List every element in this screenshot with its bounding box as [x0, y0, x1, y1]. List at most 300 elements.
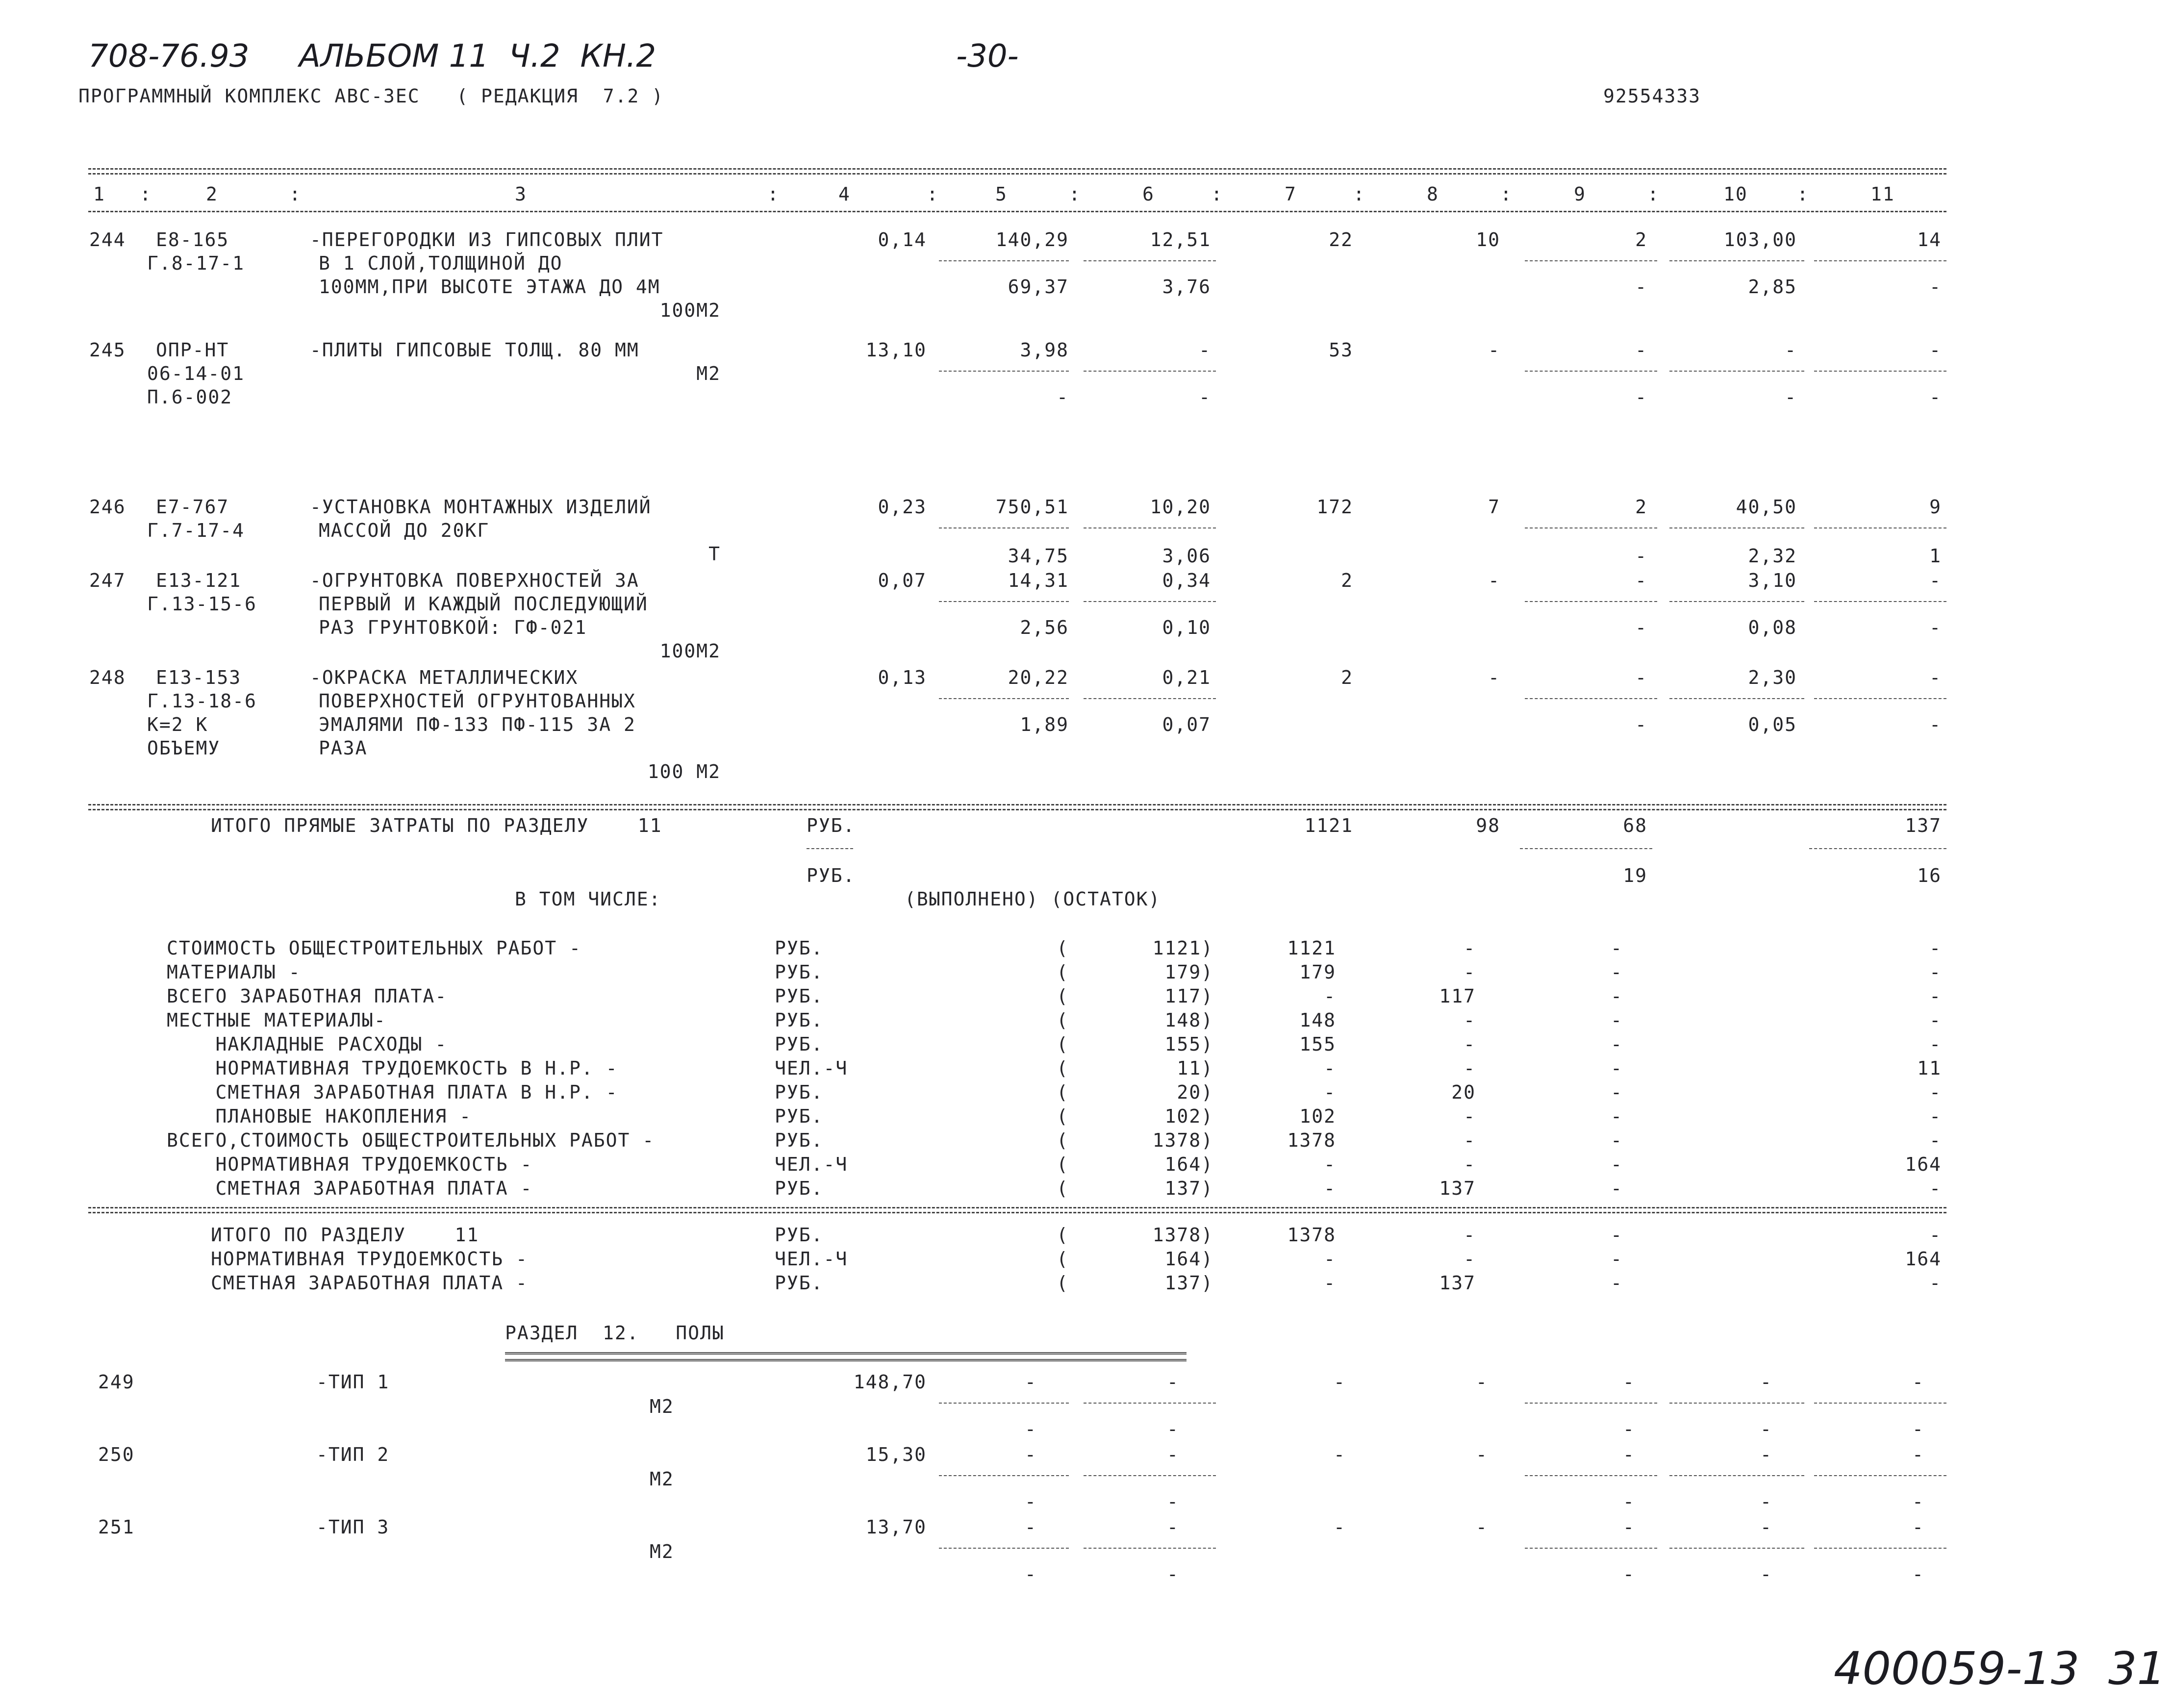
item-unit: 100М2 [659, 640, 721, 662]
summary-cost: 179 [1299, 961, 1336, 983]
item-total-cost: 2 [1341, 570, 1353, 591]
section-total-machine: - [1611, 1272, 1623, 1294]
direct-costs-machine: 68 [1623, 815, 1647, 836]
summary-labor: - [1929, 985, 1942, 1007]
floor-item-dash-sub: - [1623, 1491, 1635, 1512]
item-labor-total: - [1929, 339, 1942, 361]
header-top-rule-2 [88, 173, 1946, 175]
section-total-label: ИТОГО ПО РАЗДЕЛУ 11 [211, 1224, 480, 1246]
floor-subvalue-rule [1669, 1475, 1804, 1476]
summary-unit: РУБ. [775, 1009, 824, 1031]
column-separator: : [1211, 183, 1223, 205]
summary-label: СМЕТНАЯ ЗАРАБОТНАЯ ПЛАТА - [167, 1178, 533, 1199]
subvalue-rule [1669, 601, 1804, 602]
item-labor-rate: 103,00 [1723, 229, 1797, 251]
item-machine-sub: - [1635, 714, 1647, 735]
summary-open-paren: ( [1057, 1154, 1069, 1175]
item-description: ПОВЕРХНОСТЕЙ ОГРУНТОВАННЫХ [319, 690, 636, 712]
floor-subvalue-rule [1084, 1475, 1216, 1476]
summary-labor: - [1929, 1178, 1942, 1199]
column-separator: : [1797, 183, 1809, 205]
floor-item-number: 250 [98, 1444, 135, 1465]
floor-item-dash: - [1476, 1444, 1488, 1465]
direct-costs-wage: 98 [1476, 815, 1500, 836]
item-description: -ОКРАСКА МЕТАЛЛИЧЕСКИХ [310, 667, 579, 688]
floor-item-dash: - [1912, 1516, 1924, 1538]
section-total-wage: - [1464, 1224, 1476, 1246]
floor-item-dash: - [1623, 1516, 1635, 1538]
direct-costs-unit: РУБ. [807, 815, 856, 836]
summary-open-paren: ( [1057, 937, 1069, 959]
floor-item-dash-sub: - [1167, 1491, 1179, 1512]
floor-item-dash: - [1167, 1516, 1179, 1538]
floor-item-dash: - [1912, 1371, 1924, 1393]
summary-value: 179) [1164, 961, 1213, 983]
item-total-wage: - [1488, 339, 1500, 361]
summary-machine: - [1611, 1033, 1623, 1055]
item-machine-cost: - [1635, 667, 1647, 688]
item-labor-total: 9 [1929, 496, 1942, 518]
handwritten-page-number: -30- [956, 38, 1019, 75]
item-labor-rate: 40,50 [1736, 496, 1797, 518]
subvalue-rule [807, 848, 853, 849]
including-label: В ТОМ ЧИСЛЕ: [515, 888, 661, 910]
column-separator: : [1500, 183, 1513, 205]
floor-item-dash: - [1476, 1516, 1488, 1538]
subvalue-rule [1525, 260, 1657, 261]
item-labor-rate-sub: 0,08 [1748, 617, 1797, 638]
column-separator: : [1353, 183, 1365, 205]
section-total-cost: 1378 [1287, 1224, 1336, 1246]
summary-cost: 148 [1299, 1009, 1336, 1031]
floor-item-unit: М2 [650, 1468, 674, 1490]
summary-open-paren: ( [1057, 1178, 1069, 1199]
item-description: ЭМАЛЯМИ ПФ-133 ПФ-115 ЗА 2 [319, 714, 636, 735]
summary-machine: - [1611, 1130, 1623, 1151]
item-quantity: 0,14 [878, 229, 927, 251]
item-code: Г.8-17-1 [147, 252, 245, 274]
summary-labor: - [1929, 1081, 1942, 1103]
summary-open-paren: ( [1057, 985, 1069, 1007]
item-unit-cost-sub: 1,89 [1020, 714, 1069, 735]
item-unit-wage-sub: 0,07 [1162, 714, 1211, 735]
summary-cost: - [1324, 985, 1336, 1007]
summary-cost: 1121 [1287, 937, 1336, 959]
column-header-9: 9 [1574, 183, 1586, 205]
section-total-rule-2 [88, 809, 1946, 810]
summary-labor: 11 [1917, 1057, 1942, 1079]
item-quantity: 13,10 [865, 339, 927, 361]
summary-unit: РУБ. [775, 1130, 824, 1151]
floor-item-dash: - [1025, 1444, 1037, 1465]
item-labor-rate-sub: 2,32 [1748, 545, 1797, 567]
item-code: Е7-767 [156, 496, 229, 518]
item-unit: 100М2 [659, 300, 721, 321]
item-unit: 100 М2 [647, 761, 721, 782]
summary-unit: РУБ. [775, 1081, 824, 1103]
summary-unit: РУБ. [775, 961, 824, 983]
item-description: РАЗ ГРУНТОВКОЙ: ГФ-021 [319, 617, 587, 638]
summary-labor: - [1929, 961, 1942, 983]
item-total-wage: - [1488, 570, 1500, 591]
summary-label: НАКЛАДНЫЕ РАСХОДЫ - [167, 1033, 448, 1055]
floor-item-dash: - [1167, 1371, 1179, 1393]
floor-subvalue-rule [1525, 1548, 1657, 1549]
section-total-open-paren: ( [1057, 1272, 1069, 1294]
item-machine-cost: 2 [1635, 229, 1647, 251]
item-unit-wage: 10,20 [1150, 496, 1211, 518]
floor-item-dash: - [1025, 1371, 1037, 1393]
item-code: П.6-002 [147, 386, 233, 408]
column-separator: : [1069, 183, 1081, 205]
summary-machine: - [1611, 985, 1623, 1007]
summary-open-paren: ( [1057, 961, 1069, 983]
summary-machine: - [1611, 1154, 1623, 1175]
column-header-7: 7 [1285, 183, 1297, 205]
floor-item-dash-sub: - [1760, 1418, 1772, 1440]
item-quantity: 0,07 [878, 570, 927, 591]
item-unit: М2 [696, 363, 721, 384]
summary-wage: - [1464, 1009, 1476, 1031]
item-unit-cost: 3,98 [1020, 339, 1069, 361]
summary-cost: - [1324, 1178, 1336, 1199]
section-total-open-paren: ( [1057, 1224, 1069, 1246]
item-code: Е13-121 [156, 570, 242, 591]
item-code: Е8-165 [156, 229, 229, 251]
summary-machine: - [1611, 1009, 1623, 1031]
item-machine-cost: - [1635, 570, 1647, 591]
floor-item-dash-sub: - [1025, 1491, 1037, 1512]
floor-item-dash-sub: - [1025, 1418, 1037, 1440]
section-total-wage: - [1464, 1248, 1476, 1270]
summary-label: СТОИМОСТЬ ОБЩЕСТРОИТЕЛЬНЫХ РАБОТ - [167, 937, 581, 959]
summary-label: НОРМАТИВНАЯ ТРУДОЕМКОСТЬ В Н.Р. - [167, 1057, 618, 1079]
item-number: 248 [89, 667, 126, 688]
summary-wage: - [1464, 1105, 1476, 1127]
item-machine-sub: - [1635, 276, 1647, 298]
item-machine-cost: - [1635, 339, 1647, 361]
section-total-machine: - [1611, 1224, 1623, 1246]
summary-unit: РУБ. [775, 1105, 824, 1127]
item-unit-wage: - [1199, 339, 1211, 361]
column-separator: : [140, 183, 152, 205]
floor-subvalue-rule [1525, 1403, 1657, 1404]
floor-subvalue-rule [939, 1548, 1069, 1549]
subvalue-rule [1814, 698, 1946, 699]
item-number: 247 [89, 570, 126, 591]
section-12-underline-2 [505, 1359, 1187, 1361]
summary-label: МЕСТНЫЕ МАТЕРИАЛЫ- [167, 1009, 386, 1031]
item-labor-rate: 3,10 [1748, 570, 1797, 591]
column-header-3: 3 [515, 183, 527, 205]
column-separator: : [767, 183, 780, 205]
floor-item-unit: М2 [650, 1541, 674, 1562]
item-unit-cost: 14,31 [1008, 570, 1069, 591]
item-unit-wage: 0,34 [1162, 570, 1211, 591]
subvalue-rule [1084, 371, 1216, 372]
item-labor-rate-sub: - [1785, 386, 1797, 408]
item-unit-wage-sub: 0,10 [1162, 617, 1211, 638]
section-total-wage: 137 [1439, 1272, 1476, 1294]
item-total-cost: 172 [1316, 496, 1353, 518]
subvalue-rule [1084, 601, 1216, 602]
floor-item-dash: - [1760, 1516, 1772, 1538]
summary-wage: 137 [1439, 1178, 1476, 1199]
item-unit-wage-sub: 3,06 [1162, 545, 1211, 567]
section-total-value: 164) [1164, 1248, 1213, 1270]
subvalue-rule [1084, 698, 1216, 699]
item-total-cost: 22 [1329, 229, 1353, 251]
summary-value: 117) [1164, 985, 1213, 1007]
subvalue-rule [1525, 601, 1657, 602]
direct-costs-machine-sub: 19 [1623, 865, 1647, 886]
subvalue-rule [939, 371, 1069, 372]
summary-open-paren: ( [1057, 1130, 1069, 1151]
floor-subvalue-rule [1084, 1403, 1216, 1404]
floor-item-dash: - [1912, 1444, 1924, 1465]
floor-item-quantity: 148,70 [853, 1371, 927, 1393]
summary-labor: - [1929, 937, 1942, 959]
item-total-cost: 53 [1329, 339, 1353, 361]
summary-open-paren: ( [1057, 1081, 1069, 1103]
summary-unit: РУБ. [775, 937, 824, 959]
floor-item-dash-sub: - [1912, 1563, 1924, 1585]
item-quantity: 0,23 [878, 496, 927, 518]
item-description: -ПЛИТЫ ГИПСОВЫЕ ТОЛЩ. 80 ММ [310, 339, 639, 361]
floor-subvalue-rule [1814, 1548, 1946, 1549]
summary-unit: РУБ. [775, 985, 824, 1007]
floor-item-dash: - [1760, 1444, 1772, 1465]
summary-machine: - [1611, 961, 1623, 983]
handwritten-album: АЛЬБОМ 11 Ч.2 КН.2 [299, 38, 657, 75]
summary-wage: - [1464, 937, 1476, 959]
direct-costs-labor-sub: 16 [1917, 865, 1942, 886]
item-code: 06-14-01 [147, 363, 245, 384]
section-total-rule [88, 804, 1946, 805]
direct-costs-label: ИТОГО ПРЯМЫЕ ЗАТРАТЫ ПО РАЗДЕЛУ 11 [211, 815, 662, 836]
item-unit-cost-sub: 2,56 [1020, 617, 1069, 638]
summary-label: ВСЕГО ЗАРАБОТНАЯ ПЛАТА- [167, 985, 448, 1007]
summary-unit: ЧЕЛ.-Ч [775, 1057, 848, 1079]
subvalue-rule [1669, 698, 1804, 699]
document-id: 92554333 [1603, 85, 1701, 107]
summary-cost: - [1324, 1081, 1336, 1103]
item-description: МАССОЙ ДО 20КГ [319, 520, 490, 541]
floor-item-dash-sub: - [1623, 1418, 1635, 1440]
subvalue-rule [1084, 260, 1216, 261]
floor-item-unit: М2 [650, 1396, 674, 1417]
floor-item-number: 249 [98, 1371, 135, 1393]
column-header-1: 1 [93, 183, 105, 205]
floor-item-dash: - [1334, 1444, 1346, 1465]
section-total-labor: - [1929, 1272, 1942, 1294]
item-machine-cost: 2 [1635, 496, 1647, 518]
subvalue-rule [1525, 527, 1657, 528]
floor-subvalue-rule [939, 1475, 1069, 1476]
subvalue-rule [1814, 527, 1946, 528]
section-total-machine: - [1611, 1248, 1623, 1270]
section-total-unit: ЧЕЛ.-Ч [775, 1248, 848, 1270]
column-header-8: 8 [1427, 183, 1439, 205]
summary-value: 155) [1164, 1033, 1213, 1055]
floor-item-dash-sub: - [1912, 1491, 1924, 1512]
subvalue-rule [1084, 527, 1216, 528]
floor-item-dash: - [1476, 1371, 1488, 1393]
section-end-rule [88, 1207, 1946, 1208]
summary-wage: - [1464, 1130, 1476, 1151]
summary-wage: - [1464, 1057, 1476, 1079]
item-unit-wage-sub: - [1199, 386, 1211, 408]
summary-wage: - [1464, 1033, 1476, 1055]
floor-item-description: -ТИП 3 [316, 1516, 390, 1538]
summary-labor: 164 [1905, 1154, 1942, 1175]
summary-wage: - [1464, 961, 1476, 983]
item-code: Г.13-18-6 [147, 690, 257, 712]
floor-item-number: 251 [98, 1516, 135, 1538]
item-description: -ПЕРЕГОРОДКИ ИЗ ГИПСОВЫХ ПЛИТ [310, 229, 664, 251]
summary-wage: 117 [1439, 985, 1476, 1007]
floor-item-quantity: 13,70 [865, 1516, 927, 1538]
item-unit: Т [708, 543, 721, 565]
item-unit-wage-sub: 3,76 [1162, 276, 1211, 298]
item-unit-cost-sub: 69,37 [1008, 276, 1069, 298]
item-number: 244 [89, 229, 126, 251]
subvalue-rule [1520, 848, 1652, 849]
subvalue-rule [1814, 601, 1946, 602]
summary-value: 1121) [1152, 937, 1213, 959]
floor-item-dash-sub: - [1623, 1563, 1635, 1585]
floor-item-description: -ТИП 2 [316, 1444, 390, 1465]
item-quantity: 0,13 [878, 667, 927, 688]
section-total-value: 1378) [1152, 1224, 1213, 1246]
floor-item-dash-sub: - [1760, 1491, 1772, 1512]
floor-subvalue-rule [1084, 1548, 1216, 1549]
subvalue-rule [1669, 527, 1804, 528]
section-total-labor: 164 [1905, 1248, 1942, 1270]
section-total-label: СМЕТНАЯ ЗАРАБОТНАЯ ПЛАТА - [211, 1272, 528, 1294]
summary-cost: 102 [1299, 1105, 1336, 1127]
item-code: ОБЪЕМУ [147, 737, 221, 759]
item-labor-total: - [1929, 570, 1942, 591]
item-description: ПЕРВЫЙ И КАЖДЫЙ ПОСЛЕДУЮЩИЙ [319, 593, 648, 615]
summary-value: 164) [1164, 1154, 1213, 1175]
direct-costs-unit-sub: РУБ. [807, 865, 856, 886]
floor-item-dash: - [1167, 1444, 1179, 1465]
summary-open-paren: ( [1057, 1009, 1069, 1031]
subvalue-rule [939, 601, 1069, 602]
floor-item-dash: - [1025, 1516, 1037, 1538]
section-total-unit: РУБ. [775, 1224, 824, 1246]
section-total-cost: - [1324, 1272, 1336, 1294]
item-unit-wage: 12,51 [1150, 229, 1211, 251]
summary-label: НОРМАТИВНАЯ ТРУДОЕМКОСТЬ - [167, 1154, 533, 1175]
floor-item-dash-sub: - [1167, 1563, 1179, 1585]
summary-machine: - [1611, 1057, 1623, 1079]
summary-machine: - [1611, 1105, 1623, 1127]
item-code: ОПР-НТ [156, 339, 229, 361]
subvalue-rule [939, 260, 1069, 261]
subvalue-rule [1669, 371, 1804, 372]
item-labor-total-sub: - [1929, 714, 1942, 735]
subvalue-rule [1809, 848, 1946, 849]
item-code: Г.13-15-6 [147, 593, 257, 615]
section-end-rule-2 [88, 1212, 1946, 1213]
section-total-labor: - [1929, 1224, 1942, 1246]
summary-label: СМЕТНАЯ ЗАРАБОТНАЯ ПЛАТА В Н.Р. - [167, 1081, 618, 1103]
item-total-wage: - [1488, 667, 1500, 688]
summary-cost: 155 [1299, 1033, 1336, 1055]
item-labor-total-sub: - [1929, 386, 1942, 408]
item-description: РАЗА [319, 737, 368, 759]
summary-value: 11) [1177, 1057, 1213, 1079]
item-machine-sub: - [1635, 545, 1647, 567]
summary-labor: - [1929, 1033, 1942, 1055]
item-number: 246 [89, 496, 126, 518]
summary-cost: - [1324, 1057, 1336, 1079]
floor-item-dash: - [1623, 1444, 1635, 1465]
column-header-2: 2 [206, 183, 218, 205]
subvalue-rule [1669, 260, 1804, 261]
section-total-unit: РУБ. [775, 1272, 824, 1294]
floor-subvalue-rule [1814, 1475, 1946, 1476]
subvalue-rule [1814, 260, 1946, 261]
section-12-underline [505, 1352, 1187, 1355]
floor-item-dash-sub: - [1912, 1418, 1924, 1440]
summary-cost: - [1324, 1154, 1336, 1175]
summary-unit: РУБ. [775, 1033, 824, 1055]
summary-value: 1378) [1152, 1130, 1213, 1151]
summary-unit: РУБ. [775, 1178, 824, 1199]
column-header-4: 4 [838, 183, 851, 205]
item-unit-cost: 750,51 [995, 496, 1069, 518]
section-total-label: НОРМАТИВНАЯ ТРУДОЕМКОСТЬ - [211, 1248, 528, 1270]
column-header-6: 6 [1142, 183, 1155, 205]
floor-item-dash-sub: - [1760, 1563, 1772, 1585]
section-total-value: 137) [1164, 1272, 1213, 1294]
summary-open-paren: ( [1057, 1105, 1069, 1127]
summary-label: ПЛАНОВЫЕ НАКОПЛЕНИЯ - [167, 1105, 472, 1127]
item-unit-cost-sub: - [1057, 386, 1069, 408]
summary-machine: - [1611, 937, 1623, 959]
item-code: Г.7-17-4 [147, 520, 245, 541]
summary-label: ВСЕГО,СТОИМОСТЬ ОБЩЕСТРОИТЕЛЬНЫХ РАБОТ - [167, 1130, 655, 1151]
section-total-cost: - [1324, 1248, 1336, 1270]
summary-value: 148) [1164, 1009, 1213, 1031]
program-line: ПРОГРАММНЫЙ КОМПЛЕКС АВС-3ЕС ( РЕДАКЦИЯ 7.2 ) [78, 85, 664, 107]
floor-item-dash: - [1334, 1371, 1346, 1393]
floor-item-dash: - [1334, 1516, 1346, 1538]
item-labor-rate-sub: 0,05 [1748, 714, 1797, 735]
summary-value: 137) [1164, 1178, 1213, 1199]
floor-item-dash: - [1760, 1371, 1772, 1393]
item-code: К=2 К [147, 714, 208, 735]
summary-labor: - [1929, 1105, 1942, 1127]
item-labor-total: 14 [1917, 229, 1942, 251]
handwritten-doc-code: 708-76.93 [88, 38, 250, 75]
floor-subvalue-rule [1814, 1403, 1946, 1404]
item-labor-rate-sub: 2,85 [1748, 276, 1797, 298]
item-labor-total-sub: 1 [1929, 545, 1942, 567]
summary-labor: - [1929, 1130, 1942, 1151]
floor-item-description: -ТИП 1 [316, 1371, 390, 1393]
subvalue-rule [1525, 698, 1657, 699]
floor-subvalue-rule [1525, 1475, 1657, 1476]
column-separator: : [927, 183, 939, 205]
summary-value: 102) [1164, 1105, 1213, 1127]
column-separator: : [289, 183, 302, 205]
item-labor-rate: 2,30 [1748, 667, 1797, 688]
item-description: -УСТАНОВКА МОНТАЖНЫХ ИЗДЕЛИЙ [310, 496, 652, 518]
